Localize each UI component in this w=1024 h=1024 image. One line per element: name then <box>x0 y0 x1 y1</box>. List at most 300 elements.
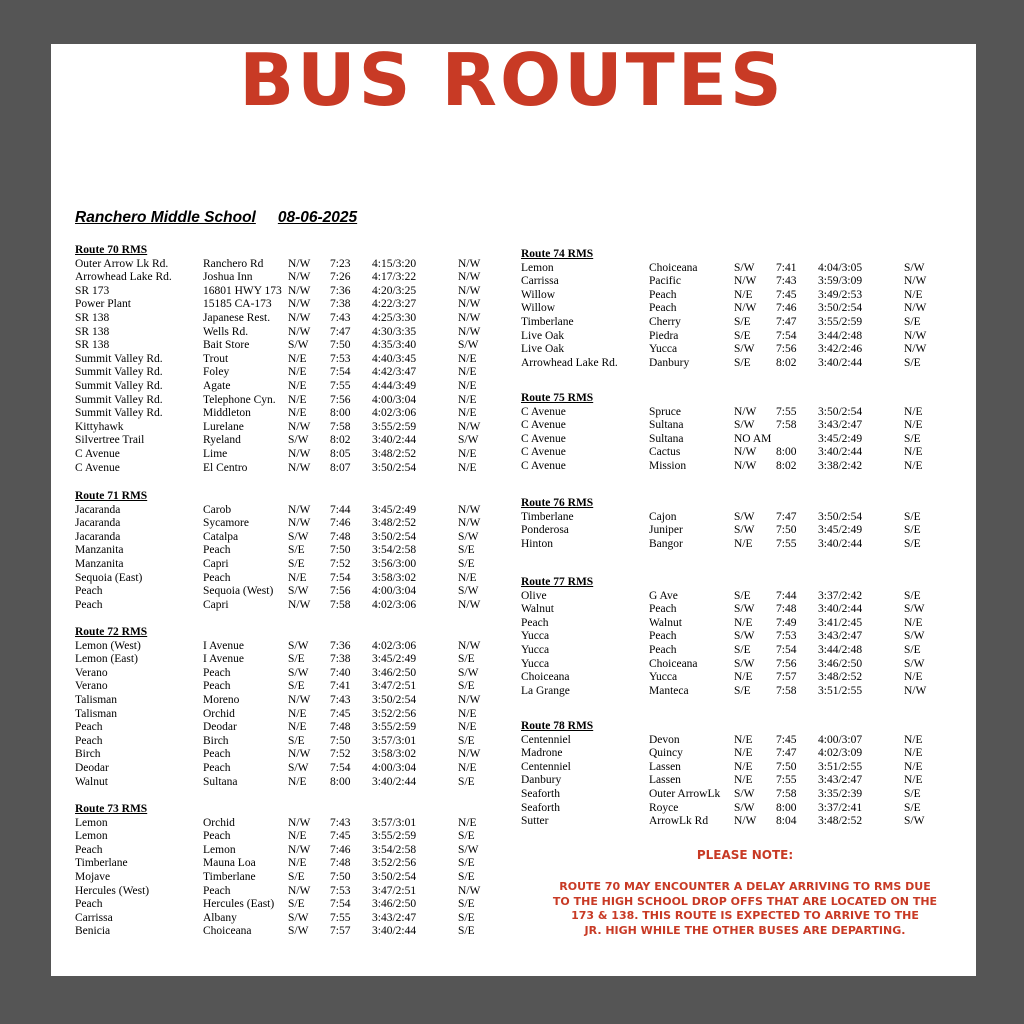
cross-street: Deodar <box>203 721 237 734</box>
am-time: 8:02 <box>330 434 351 447</box>
direction-pm: S/E <box>458 557 475 570</box>
direction-pm: N/E <box>904 760 923 773</box>
route-stop-row <box>521 671 923 685</box>
pm-time: 3:48/2:52 <box>372 517 417 530</box>
route-stop-row <box>75 339 479 353</box>
direction-am: S/E <box>288 653 305 666</box>
stop-street: Jacaranda <box>75 503 121 516</box>
direction-pm: N/W <box>458 503 481 516</box>
pm-time: 4:00/3:04 <box>372 761 417 774</box>
direction-pm: N/E <box>458 366 477 379</box>
route-76-table <box>521 497 921 551</box>
stop-street: Talisman <box>75 693 117 706</box>
route-stop-row <box>75 721 477 735</box>
direction-pm: S/E <box>904 787 921 800</box>
note-line: JR. HIGH WHILE THE OTHER BUSES ARE DEPARTING. <box>584 923 906 937</box>
direction-am: S/E <box>734 329 751 342</box>
pm-time: 3:40/2:44 <box>372 775 417 788</box>
direction-am: N/E <box>734 537 753 550</box>
stop-street: Centenniel <box>521 733 571 746</box>
pm-time: 3:40/2:44 <box>372 434 417 447</box>
direction-pm: N/W <box>458 284 481 297</box>
am-time: 7:52 <box>330 748 351 761</box>
stop-street: Sutter <box>521 815 549 828</box>
pm-time: 3:43/2:47 <box>818 419 863 432</box>
school-name: Ranchero Middle School <box>75 209 256 226</box>
route-stop-row <box>75 298 481 312</box>
stop-street: Centenniel <box>521 760 571 773</box>
cross-street: Timberlane <box>203 870 256 883</box>
pm-time: 3:40/2:44 <box>818 603 863 616</box>
stop-street: Peach <box>75 585 103 598</box>
pm-time: 3:51/2:55 <box>818 684 863 697</box>
stop-street: C Avenue <box>75 447 120 460</box>
cross-street: Sultana <box>649 432 684 445</box>
am-time: 7:58 <box>776 787 797 800</box>
route-stop-row <box>521 510 921 525</box>
route-stop-row <box>75 653 475 667</box>
route-stop-row <box>75 870 475 885</box>
cross-street: Orchid <box>203 707 235 720</box>
stop-street: C Avenue <box>521 432 566 445</box>
direction-pm: N/E <box>458 816 477 829</box>
stop-street: Willow <box>521 288 556 301</box>
pm-time: 3:55/2:59 <box>372 830 417 843</box>
direction-am: N/W <box>734 405 757 418</box>
stop-street: Manzanita <box>75 544 124 557</box>
cross-street: Moreno <box>203 693 240 706</box>
am-time: 7:55 <box>776 405 797 418</box>
cross-street: Choiceana <box>649 657 698 670</box>
route-78-table <box>521 720 925 829</box>
direction-am: N/E <box>288 366 307 379</box>
pm-time: 3:50/2:54 <box>372 693 417 706</box>
am-time: 7:48 <box>776 603 797 616</box>
direction-am: S/W <box>734 419 755 432</box>
am-time: 7:58 <box>330 598 351 611</box>
direction-pm: N/E <box>904 446 923 459</box>
cross-street: Albany <box>203 911 237 924</box>
direction-am: S/E <box>288 734 305 747</box>
pm-time: 4:25/3:30 <box>372 311 417 324</box>
pm-time: 4:40/3:45 <box>372 352 417 365</box>
direction-am: S/W <box>288 530 309 543</box>
route-stop-row <box>521 329 927 344</box>
direction-pm: N/E <box>458 352 477 365</box>
direction-am: S/W <box>734 261 755 274</box>
cross-street: Peach <box>203 761 231 774</box>
stop-street: Carrissa <box>521 275 559 288</box>
route-stop-row <box>75 598 481 613</box>
stop-street: Outer Arrow Lk Rd. <box>75 257 169 270</box>
pm-time: 3:45/2:49 <box>818 432 863 445</box>
route-stop-row <box>521 524 921 538</box>
page-title: BUS ROUTES <box>239 38 785 122</box>
direction-pm: N/W <box>458 693 481 706</box>
stop-street: Timberlane <box>75 857 128 870</box>
cross-street: Peach <box>203 666 231 679</box>
am-time: 7:44 <box>330 503 351 516</box>
direction-pm: S/E <box>458 911 475 924</box>
school-header <box>75 209 357 227</box>
route-stop-row <box>75 925 475 939</box>
direction-pm: N/W <box>904 684 927 697</box>
cross-street: Yucca <box>649 671 678 684</box>
direction-am: N/E <box>734 671 753 684</box>
direction-am: S/E <box>288 870 305 883</box>
direction-pm: N/E <box>458 571 477 584</box>
stop-street: Ponderosa <box>521 524 569 537</box>
direction-am: N/E <box>734 733 753 746</box>
am-time: 7:48 <box>330 530 351 543</box>
note-line: 173 & 138. THIS ROUTE IS EXPECTED TO ARRIVE TO THE <box>571 909 919 922</box>
stop-street: SR 138 <box>75 339 110 352</box>
direction-am: S/W <box>734 343 755 356</box>
cross-street: I Avenue <box>203 639 244 652</box>
stop-street: Summit Valley Rd. <box>75 379 163 392</box>
stop-street: C Avenue <box>521 405 566 418</box>
route-stop-row <box>521 787 921 802</box>
route-stop-row <box>75 666 479 681</box>
direction-am: S/E <box>288 557 305 570</box>
stop-street: Hercules (West) <box>75 884 150 897</box>
direction-pm: N/E <box>458 447 477 460</box>
direction-am: S/E <box>734 643 751 656</box>
pm-time: 4:02/3:09 <box>818 747 863 760</box>
cross-street: I Avenue <box>203 653 244 666</box>
route-stop-row <box>75 775 475 790</box>
pm-time: 3:59/3:09 <box>818 275 863 288</box>
stop-street: Choiceana <box>521 671 570 684</box>
pm-time: 3:46/2:50 <box>372 898 417 911</box>
route-heading: Route 75 RMS <box>521 392 594 404</box>
route-stop-row <box>75 461 477 476</box>
route-stop-row <box>521 537 921 552</box>
stop-street: C Avenue <box>521 419 566 432</box>
route-stop-row <box>75 734 475 749</box>
stop-street: Mojave <box>75 870 111 883</box>
pm-time: 4:42/3:47 <box>372 366 417 379</box>
stop-street: Summit Valley Rd. <box>75 352 163 365</box>
pm-time: 4:15/3:20 <box>372 257 417 270</box>
pm-time: 3:38/2:42 <box>818 459 863 472</box>
stop-street: Seaforth <box>521 787 560 800</box>
route-stop-row <box>521 343 927 357</box>
pm-time: 3:48/2:52 <box>818 815 863 828</box>
route-stop-row <box>75 393 477 408</box>
route-73-table <box>75 803 481 939</box>
note-title: PLEASE NOTE: <box>696 848 794 862</box>
direction-am: N/W <box>734 275 757 288</box>
am-time: 7:52 <box>330 557 351 570</box>
note-line: ROUTE 70 MAY ENCOUNTER A DELAY ARRIVING TO RMS DUE <box>559 880 931 893</box>
route-stop-row <box>75 571 477 586</box>
direction-pm: N/E <box>458 461 477 474</box>
am-time: 7:23 <box>330 257 351 270</box>
stop-street: SR 173 <box>75 284 110 297</box>
stop-street: Peach <box>75 843 103 856</box>
pm-time: 3:35/2:39 <box>818 787 863 800</box>
route-stop-row <box>75 447 477 462</box>
route-stop-row <box>75 693 481 708</box>
route-stop-row <box>75 544 475 558</box>
direction-pm: N/W <box>458 420 481 433</box>
direction-am: S/W <box>288 925 309 938</box>
route-stop-row <box>521 356 921 371</box>
pm-time: 3:58/3:02 <box>372 571 417 584</box>
am-time: 7:50 <box>776 524 797 537</box>
cross-street: Lurelane <box>203 420 244 433</box>
route-stop-row <box>521 419 923 433</box>
cross-street: Cactus <box>649 446 681 459</box>
pm-time: 4:35/3:40 <box>372 339 417 352</box>
direction-pm: S/W <box>904 261 925 274</box>
pm-time: 3:51/2:55 <box>818 760 863 773</box>
direction-pm: N/W <box>458 298 481 311</box>
am-time: 7:54 <box>330 571 351 584</box>
direction-am: N/W <box>288 271 311 284</box>
direction-pm: N/E <box>904 419 923 432</box>
route-stop-row <box>75 911 475 926</box>
direction-pm: N/E <box>904 288 923 301</box>
cross-street: Joshua Inn <box>203 271 253 284</box>
route-stop-row <box>521 643 921 658</box>
direction-am: S/W <box>734 787 755 800</box>
pm-time: 3:50/2:54 <box>818 510 863 523</box>
stop-street: Walnut <box>521 603 554 616</box>
route-heading: Route 77 RMS <box>521 576 594 588</box>
stop-street: Silvertree Trail <box>75 434 145 447</box>
cross-street: Sultana <box>203 775 238 788</box>
stop-street: Yucca <box>521 657 550 670</box>
direction-am: N/E <box>734 774 753 787</box>
stop-street: Jacaranda <box>75 530 121 543</box>
direction-pm: S/E <box>904 524 921 537</box>
route-stop-row <box>75 843 479 858</box>
direction-pm: S/E <box>904 356 921 369</box>
direction-am: S/W <box>734 603 755 616</box>
route-stop-row <box>521 733 923 748</box>
direction-pm: S/W <box>904 657 925 670</box>
stop-street: Danbury <box>521 774 562 787</box>
cross-street: G Ave <box>649 589 678 602</box>
pm-time: 3:57/3:01 <box>372 816 417 829</box>
direction-pm: N/W <box>458 748 481 761</box>
am-time: 7:48 <box>330 721 351 734</box>
am-time: 7:50 <box>330 870 351 883</box>
stop-street: Peach <box>75 721 103 734</box>
route-stop-row <box>75 530 479 545</box>
stop-street: Lemon <box>521 261 554 274</box>
am-time: 7:54 <box>330 761 351 774</box>
direction-am: S/W <box>734 630 755 643</box>
direction-am: N/W <box>288 447 311 460</box>
route-stop-row <box>521 657 925 672</box>
direction-pm: S/E <box>904 643 921 656</box>
direction-pm: S/E <box>904 315 921 328</box>
am-time: 7:53 <box>776 630 797 643</box>
direction-pm: S/E <box>458 898 475 911</box>
pm-time: 3:40/2:44 <box>818 356 863 369</box>
direction-am: N/E <box>734 288 753 301</box>
direction-am: S/W <box>288 585 309 598</box>
cross-street: Lime <box>203 447 228 460</box>
cross-street: Mission <box>649 459 687 472</box>
pm-time: 3:40/2:44 <box>818 537 863 550</box>
am-time: 7:55 <box>776 774 797 787</box>
stop-street: Talisman <box>75 707 117 720</box>
direction-pm: N/E <box>458 761 477 774</box>
direction-am: N/W <box>288 461 311 474</box>
pm-time: 4:30/3:35 <box>372 325 417 338</box>
route-stop-row <box>521 275 927 289</box>
direction-am: N/E <box>734 747 753 760</box>
am-time: 7:58 <box>776 684 797 697</box>
pm-time: 3:42/2:46 <box>818 343 863 356</box>
direction-am: N/E <box>288 830 307 843</box>
direction-pm: S/W <box>458 530 479 543</box>
direction-pm: S/W <box>904 815 925 828</box>
direction-pm: N/W <box>458 271 481 284</box>
direction-pm: N/E <box>458 707 477 720</box>
am-time: 7:46 <box>776 302 797 315</box>
pm-time: 4:17/3:22 <box>372 271 417 284</box>
stop-street: Manzanita <box>75 557 124 570</box>
route-stop-row <box>75 420 481 435</box>
cross-street: Choiceana <box>203 925 252 938</box>
route-72-table <box>75 626 481 789</box>
cross-street: Capri <box>203 557 229 570</box>
cross-street: Lemon <box>203 843 236 856</box>
pm-time: 3:45/2:49 <box>372 503 417 516</box>
route-stop-row <box>75 407 477 421</box>
stop-street: Peach <box>75 898 103 911</box>
am-time: 7:47 <box>776 747 797 760</box>
pm-time: 3:40/2:44 <box>372 925 417 938</box>
direction-pm: S/E <box>904 432 921 445</box>
pm-time: 3:50/2:54 <box>372 530 417 543</box>
route-heading: Route 76 RMS <box>521 497 594 509</box>
pm-time: 3:44/2:48 <box>818 643 863 656</box>
route-stop-row <box>521 684 927 699</box>
pm-time: 3:50/2:54 <box>818 302 863 315</box>
route-stop-row <box>75 352 477 367</box>
route-stop-row <box>75 707 477 722</box>
direction-pm: S/E <box>458 870 475 883</box>
route-heading: Route 73 RMS <box>75 803 148 815</box>
cross-street: Cajon <box>649 510 677 523</box>
direction-am: S/E <box>734 356 751 369</box>
direction-am: N/W <box>288 257 311 270</box>
cross-street: El Centro <box>203 461 248 474</box>
cross-street: Bangor <box>649 537 683 550</box>
am-time: 7:58 <box>776 419 797 432</box>
stop-street: Live Oak <box>521 329 565 342</box>
route-75-table <box>521 392 923 474</box>
stop-street: Peach <box>521 616 549 629</box>
route-stop-row <box>75 884 481 899</box>
cross-street: Walnut <box>649 616 682 629</box>
direction-pm: S/E <box>458 775 475 788</box>
pm-time: 3:54/2:58 <box>372 544 417 557</box>
direction-am: S/W <box>734 801 755 814</box>
route-71-table <box>75 490 481 612</box>
direction-pm: N/W <box>458 639 481 652</box>
am-time: 7:55 <box>776 537 797 550</box>
stop-street: Deodar <box>75 761 109 774</box>
pm-time: 3:52/2:56 <box>372 707 417 720</box>
route-stop-row <box>521 446 923 460</box>
am-time: 7:57 <box>330 925 351 938</box>
direction-pm: S/E <box>904 589 921 602</box>
cross-street: Juniper <box>649 524 683 537</box>
am-time: 8:00 <box>330 775 351 788</box>
cross-street: Lassen <box>649 774 681 787</box>
route-stop-row <box>75 366 477 380</box>
direction-am: S/E <box>288 898 305 911</box>
stop-street: Willow <box>521 302 556 315</box>
pm-time: 4:00/3:04 <box>372 585 417 598</box>
direction-pm: S/E <box>904 510 921 523</box>
pm-time: 3:47/2:51 <box>372 680 417 693</box>
direction-pm: S/E <box>458 830 475 843</box>
direction-am: N/W <box>734 815 757 828</box>
direction-pm: S/E <box>458 653 475 666</box>
route-stop-row <box>521 760 923 775</box>
direction-am: N/E <box>288 352 307 365</box>
am-time: 8:05 <box>330 447 351 460</box>
cross-street: Outer ArrowLk <box>649 787 721 800</box>
direction-pm: S/E <box>904 537 921 550</box>
am-time: 7:53 <box>330 884 351 897</box>
route-heading: Route 74 RMS <box>521 248 594 260</box>
pm-time: 3:46/2:50 <box>372 666 417 679</box>
cross-street: Sequoia (West) <box>203 585 274 598</box>
cross-street: Catalpa <box>203 530 239 543</box>
route-stop-row <box>75 311 481 326</box>
direction-pm: S/E <box>458 544 475 557</box>
pm-time: 3:37/2:42 <box>818 589 863 602</box>
am-time: 7:44 <box>776 589 797 602</box>
route-77-table <box>521 576 927 698</box>
am-time: 8:00 <box>776 446 797 459</box>
route-stop-row <box>521 302 927 316</box>
stop-street: Lemon (West) <box>75 639 141 652</box>
direction-pm: S/E <box>904 801 921 814</box>
direction-am: S/W <box>288 761 309 774</box>
stop-street: Verano <box>75 680 108 693</box>
direction-am: N/W <box>734 446 757 459</box>
direction-pm: S/E <box>458 734 475 747</box>
direction-am: S/E <box>288 544 305 557</box>
direction-am: N/W <box>288 284 311 297</box>
cross-street: Peach <box>649 643 677 656</box>
cross-street: Peach <box>649 630 677 643</box>
stop-street: Lemon <box>75 816 108 829</box>
direction-pm: N/E <box>458 721 477 734</box>
stop-street: Jacaranda <box>75 517 121 530</box>
am-time: 7:48 <box>330 857 351 870</box>
cross-street: Peach <box>649 288 677 301</box>
am-time: 7:50 <box>330 734 351 747</box>
stop-street: Kittyhawk <box>75 420 124 433</box>
stop-street: SR 138 <box>75 311 110 324</box>
direction-pm: N/E <box>904 616 923 629</box>
pm-time: 3:55/2:59 <box>818 315 863 328</box>
cross-street: Sultana <box>649 419 684 432</box>
cross-street: Hercules (East) <box>203 898 275 911</box>
cross-street: Trout <box>203 352 229 365</box>
